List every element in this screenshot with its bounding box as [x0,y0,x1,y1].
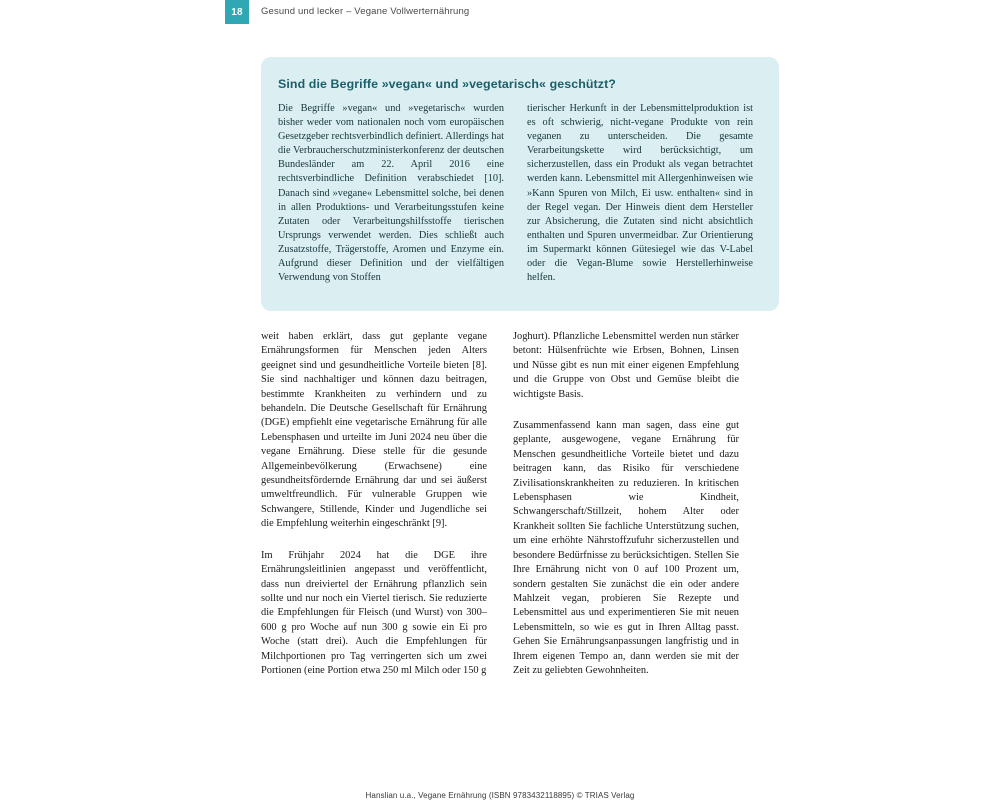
body-column-right [513,330,739,678]
callout-heading: Sind die Begriffe »vegan« und »vegetarisch« geschützt? [278,77,616,91]
body-text-columns [261,330,779,678]
page-header [0,0,1000,26]
running-title: Gesund und lecker – Vegane Vollwerternährung [261,6,470,17]
page-number-badge: 18 [225,0,249,24]
callout-column-right: tierischer Herkunft in der Lebensmittelproduktion ist es oft schwierig, nicht-vegane Produkte von rein veganen zu unterscheiden. Die gesamte Verarbeitungskette wird berücksichtigt, um sicherzustellen, dass ein Produkt als vegan betrachtet werden kann. Lebensmittel mit Allergenhinweisen wie »Kann Spuren von Milch, Ei usw. enthalten« sind in der Regel vegan. Der Hinweis dient dem Hersteller zur Absicherung, die Zutaten sind nicht absichtlich enthalten und Spuren unvermeidbar. Zur Orientierung im Supermarkt können Gütesiegel wie das V-Label oder die Vegan-Blume sowie Herstellerhinweise helfen. [527,103,753,284]
paragraph: Joghurt). Pflanzliche Lebensmittel werden nun stärker betont: Hülsenfrüchte wie Erbsen, Bohnen, Linsen und Nüsse gibt es nun mit einer eigenen Empfehlung und die Gruppe von Obst und Gemüse bleibt die wichtigste Basis. [513,331,739,400]
callout-column-left: Die Begriffe »vegan« und »vegetarisch« wurden bisher weder vom nationalen noch vom europäischen Gesetzgeber rechtsverbindlich definiert. Allerdings hat die Verbraucherschutzministerkonferenz der deutschen Bundesländer am 22. April 2016 eine rechtsverbindliche Definition verabschiedet [10]. Danach sind »vegane« Lebensmittel solche, bei denen in allen Produktions- und Verarbeitungsstufen keine Zutaten oder Verarbeitungshilfsstoffe tierischen Ursprungs verwendet werden. Dies schließt auch Zusatzstoffe, Trägerstoffe, Aromen und Enzyme ein. Aufgrund dieser Definition und der vielfältigen Verwendung von Stoffen [278,103,504,284]
paragraph: Im Frühjahr 2024 hat die DGE ihre Ernährungsleitlinien angepasst und veröffentlicht, dass nun dreiviertel der Ernährung pflanzlich sein sollte und nur noch ein Viertel tierisch. Sie reduzierte die Empfehlungen für Fleisch (und Wurst) von 300–600 g pro Woche auf nun 300 g sowie ein Ei pro Woche (statt drei). Auch die Empfehlungen für Milchportionen pro Tag verringerten sich um zwei Portionen (eine Portion etwa 250 ml Milch oder 150 g [261,549,487,676]
callout-columns [278,102,761,285]
body-column-left [261,330,487,678]
info-callout-box [261,57,779,311]
paragraph: Zusammenfassend kann man sagen, dass eine gut geplante, ausgewogene, vegane Ernährung für Menschen gesundheitliche Vorteile bietet und dazu beitragen kann, das Risiko für verschiedene Zivilisationskrankheiten zu reduzieren. In kritischen Lebensphasen wie Kindheit, Schwangerschaft/Stillzeit, hohem Alter oder Krankheit sollten Sie fachliche Unterstützung suchen, um eine erhöhte Nährstoffzufuhr sicherzustellen und besondere Bedürfnisse zu berücksichtigen. Stellen Sie Ihre Ernährung nicht von 0 auf 100 Prozent um, sondern gestalten Sie zunächst die ein oder andere Mahlzeit vegan, probieren Sie Rezepte und Lebensmittel aus und experimentieren Sie mit neuen Lebensmitteln, so wie es gut in Ihren Alltag passt. Gehen Sie Ernährungsanpassungen langfristig und in Ihrem eigenen Tempo an, dann werden sie mit der Zeit zu geliebten Gewohnheiten. [513,420,739,676]
paragraph: weit haben erklärt, dass gut geplante vegane Ernährungsformen für Menschen jeden Alters geeignet sind und gesundheitliche Vorteile bieten [8]. Sie sind nachhaltiger und können dazu beitragen, bestimmte Krankheiten zu verhindern und zu behandeln. Die Deutsche Gesellschaft für Ernährung (DGE) empfiehlt eine vegetarische Ernährung für alle Lebensphasen und urteilte im Juni 2024 neu über die vegane Ernährung. Diese stelle für die gesunde Allgemeinbevölkerung (Erwachsene) eine gesundheitsfördernde Ernährung dar und sei äußerst umweltfreundlich. Für vulnerable Gruppen wie Schwangere, Stillende, Kinder und Jugendliche sei die Empfehlung weiterhin eingeschränkt [9]. [261,331,487,530]
footer-credit-line: Hanslian u.a., Vegane Ernährung (ISBN 9783432118895) © TRIAS Verlag [365,791,635,800]
